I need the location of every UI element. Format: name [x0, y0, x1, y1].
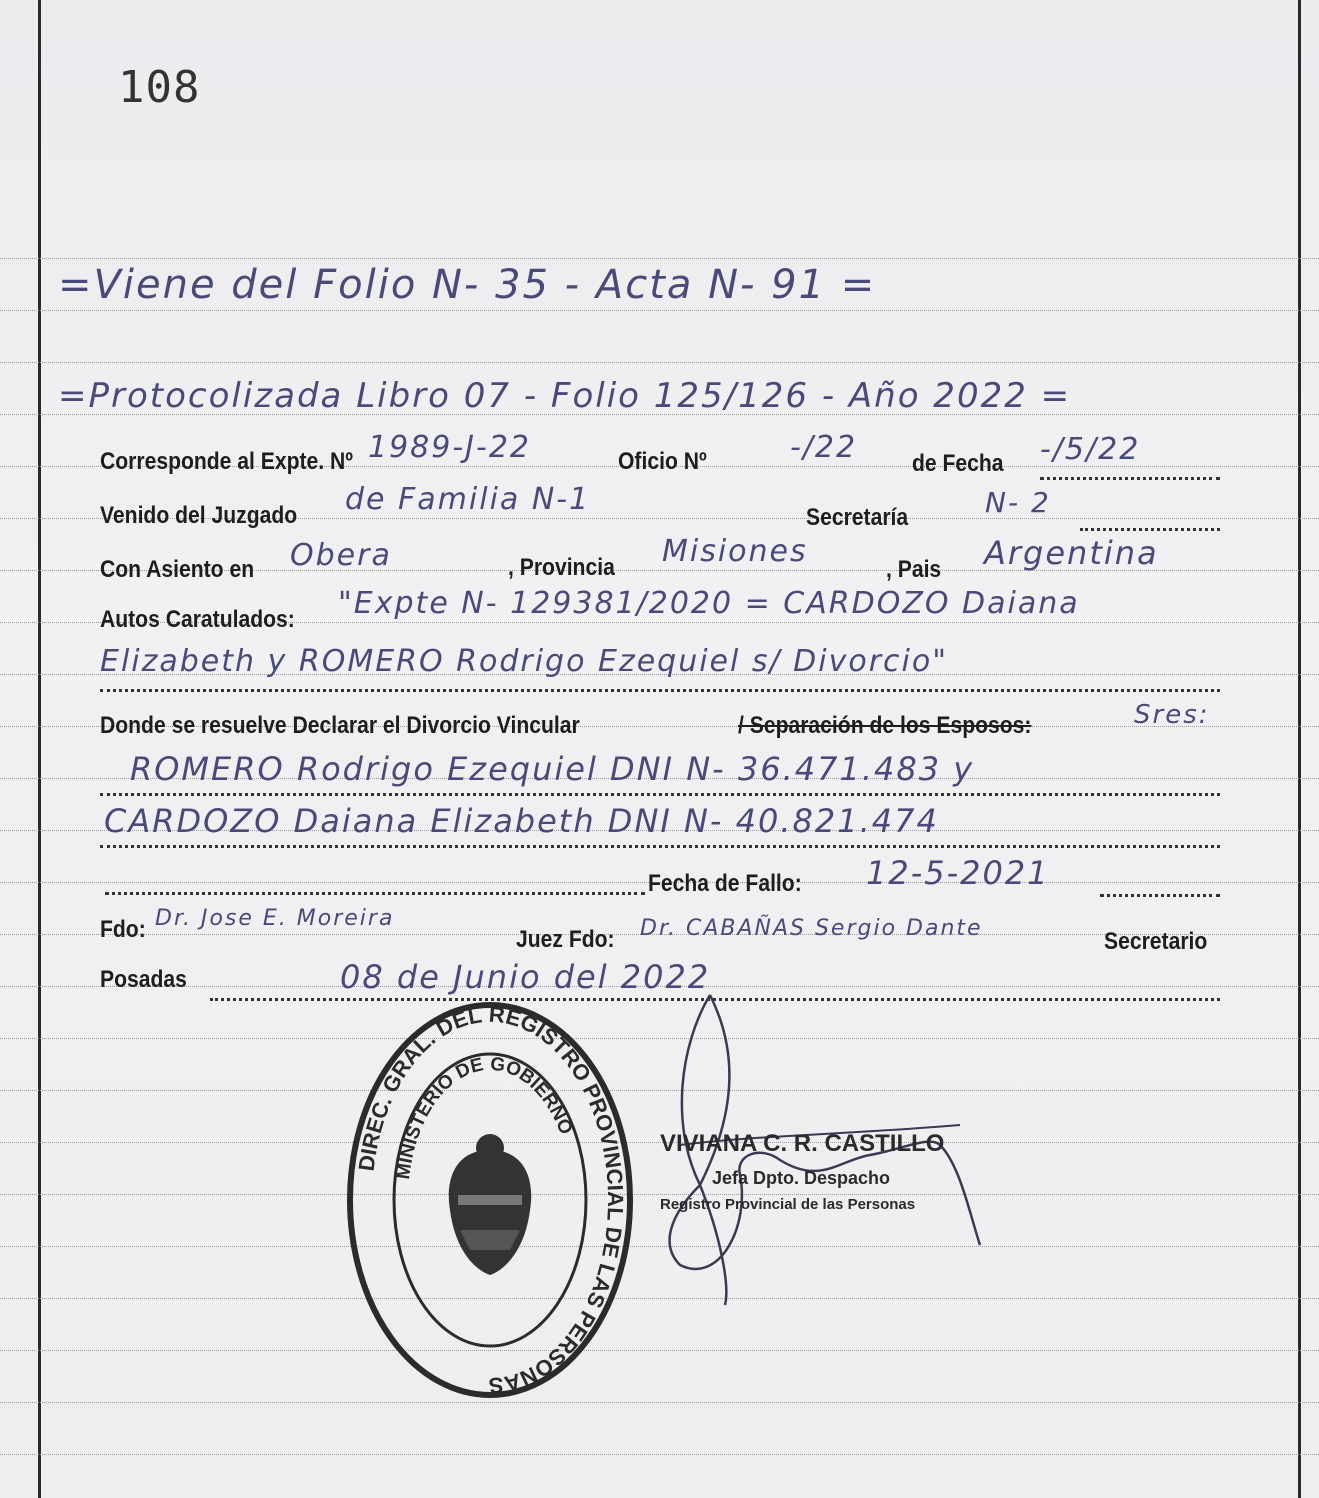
autos-dotted-fill [100, 689, 1220, 692]
expte-value: 1989-J-22 [368, 430, 532, 465]
seal-outer-text: DIREC. GRAL. DEL REGISTRO PROVINCIAL DE LAS PERSONAS [353, 1001, 629, 1399]
ruled-line [0, 1402, 1319, 1403]
ruled-line [0, 362, 1319, 363]
fallo-label: Fecha de Fallo: [648, 870, 802, 897]
secretario-label: Secretario [1104, 928, 1208, 955]
esposo-2: CARDOZO Daiana Elizabeth DNI N- 40.821.474 [104, 802, 939, 840]
provincia-value: Misiones [662, 534, 808, 569]
margin-line-left [38, 0, 41, 1498]
resuelve-struck-text: / Separación de los Esposos: [738, 712, 1032, 739]
juez-value: Dr. CABAÑAS Sergio Dante [640, 916, 983, 941]
margin-line-right [1298, 0, 1301, 1498]
annotation-viene-del-folio: =Viene del Folio N- 35 - Acta N- 91 = [58, 262, 877, 308]
fecha-value: -/5/22 [1040, 432, 1141, 467]
ruled-line [0, 1350, 1319, 1351]
oficio-label: Oficio Nº [618, 448, 707, 475]
coat-of-arms-icon [449, 1134, 531, 1275]
fallo-trailing-dots [1100, 894, 1220, 897]
juez-label: Juez Fdo: [516, 926, 615, 953]
pais-value: Argentina [984, 534, 1159, 572]
autos-value-line1: "Expte N- 129381/2020 = CARDOZO Daiana [338, 586, 1080, 621]
fdo-value: Dr. Jose E. Moreira [155, 906, 395, 931]
secretaria-value: N- 2 [985, 486, 1051, 519]
secretaria-dotted-fill [1080, 528, 1220, 531]
signatory-name: VIVIANA C. R. CASTILLO [660, 1130, 945, 1157]
provincia-label: , Provincia [508, 554, 615, 581]
ruled-line [0, 310, 1319, 311]
fdo-label: Fdo: [100, 916, 146, 943]
ruled-line [0, 258, 1319, 259]
ruled-line [0, 1454, 1319, 1455]
autos-value-line2: Elizabeth y ROMERO Rodrigo Ezequiel s/ Divorcio" [100, 644, 949, 679]
posadas-value: 08 de Junio del 2022 [340, 958, 711, 996]
fallo-leading-dots [105, 892, 645, 895]
oficio-value: -/22 [790, 430, 858, 465]
esposos-prefix: Sres: [1134, 700, 1210, 730]
fecha-label: de Fecha [912, 450, 1004, 477]
autos-label: Autos Caratulados: [100, 606, 295, 633]
official-seal [340, 1000, 640, 1410]
page-number: 108 [118, 62, 201, 113]
pais-label: , Pais [886, 556, 942, 583]
secretaria-label: Secretaría [806, 504, 909, 531]
signatory-office: Registro Provincial de las Personas [660, 1196, 916, 1213]
seal-inner-text: MINISTERIO DE GOBIERNO [392, 1053, 577, 1181]
fecha-dotted-fill [1040, 477, 1220, 480]
fallo-value: 12-5-2021 [866, 854, 1050, 892]
signatory-title: Jefa Dpto. Despacho [712, 1168, 891, 1188]
expte-label: Corresponde al Expte. Nº [100, 448, 353, 475]
esposo-2-dotted-fill [100, 845, 1220, 848]
juzgado-label: Venido del Juzgado [100, 502, 298, 529]
posadas-label: Posadas [100, 966, 187, 993]
juzgado-value: de Familia N-1 [345, 482, 591, 517]
annotation-protocolizada: =Protocolizada Libro 07 - Folio 125/126 - Año 2022 = [58, 376, 1072, 416]
asiento-value: Obera [290, 538, 392, 573]
resuelve-label: Donde se resuelve Declarar el Divorcio Vincular [100, 712, 580, 739]
esposo-1: ROMERO Rodrigo Ezequiel DNI N- 36.471.483 y [130, 750, 975, 788]
asiento-label: Con Asiento en [100, 556, 255, 583]
esposo-1-dotted-fill [100, 793, 1220, 796]
